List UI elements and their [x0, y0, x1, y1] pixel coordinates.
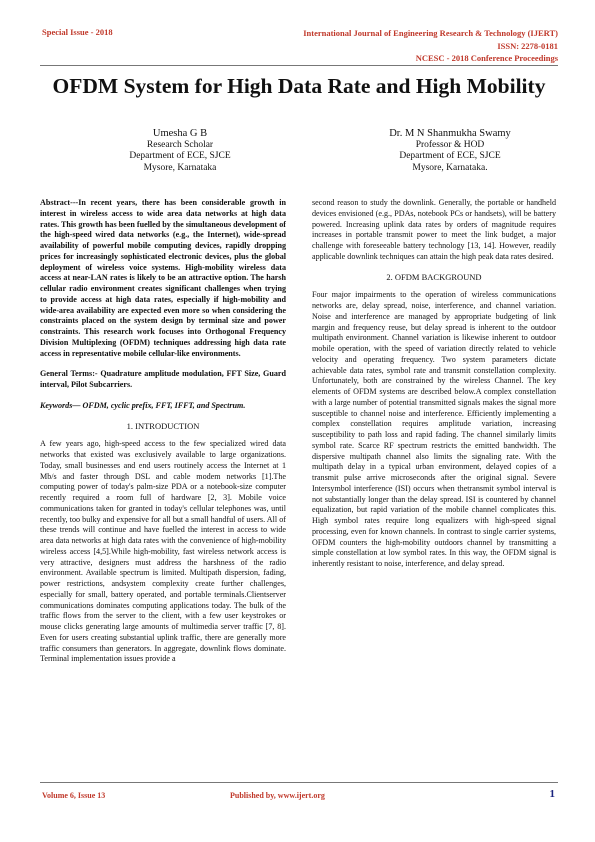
journal-name: International Journal of Engineering Research & Technology (IJERT) — [303, 28, 558, 38]
section-heading-background: 2. OFDM BACKGROUND — [386, 271, 482, 282]
left-column — [40, 198, 286, 665]
abstract: Abstract---In recent years, there has been considerable growth in interest in wireless access to wide area data networks at high data rates. This growth has been fuelled by the simultaneous development of the high-speed wired data networks (e.g., the Internet), wide-spread availability of powerful mobile computing devices, rapidly dropping prices for increasingly sophisticated electronic devices, plus the global deployment of wireless voice systems. High-mobility wireless data access at near-LAN rates is likely to be an attractive option. The harsh cellular radio environment creates significant challenges when trying to provide access at high data rates, especially if high-mobility and wide-area availability are expected even more so when considering the constraints placed on the system design by terminal size and power constraints. This research work focuses into Orthogonal Frequency Division Multiplexing (OFDM) techniques addressing high data rate access in representative mobile cellular-like environments. — [40, 198, 286, 358]
header-divider — [40, 65, 558, 66]
author-block-2 — [350, 128, 550, 174]
author-role: Research Scholar — [146, 139, 214, 150]
author-place: Mysore, Karnataka. — [412, 162, 488, 173]
right-column — [312, 198, 556, 570]
author-role: Professor & HOD — [415, 139, 485, 150]
section-heading-introduction: 1. INTRODUCTION — [126, 420, 200, 431]
author-place: Mysore, Karnataka — [143, 162, 217, 173]
header-special-issue: Special Issue - 2018 — [42, 27, 113, 37]
footer-publisher: Published by, www.ijert.org — [230, 791, 325, 800]
author-block-1 — [80, 128, 280, 174]
footer-volume: Volume 6, Issue 13 — [42, 791, 106, 800]
general-terms: General Terms:- Quadrature amplitude modulation, FFT Size, Guard interval, Pilot Subcarriers. — [40, 369, 286, 389]
journal-issn: ISSN: 2278-0181 — [497, 40, 558, 51]
page-number: 1 — [549, 788, 555, 800]
author-dept: Department of ECE, SJCE — [129, 151, 231, 161]
introduction-continued: second reason to study the downlink. Generally, the portable or handheld devices envisioned (e.g., PDAs, notebook PCs or handsets), will be battery powered. Increasing uplink data rates by orders of magnitude requires increases in portable transmit power to meet the link budget, a major challenge with foreseeable battery technology [13, 14]. However, readily applicable downlink techniques can attain the high peak data rates desired. — [312, 198, 556, 261]
author-name: Dr. M N Shanmukha Swamy — [389, 128, 511, 139]
header-journal-info — [303, 27, 558, 65]
author-dept: Department of ECE, SJCE — [399, 151, 501, 161]
introduction-text: A few years ago, high-speed access to the few specialized wired data networks that existed was exclusively available to large organizations. Today, small businesses and end users routinely access the Internet at 1 Mb/s and faster through DSL and cable modem networks [1].The computing power of today's palm-size PDA or a notebook-size computer recently required a room full of hardware [2, 3]. Mobile voice communications taken for granted in today's cellular telephones was, until recently, too bulky and expensive for all but a small handful of users. All of these trends will continue and have fuelled the interest in access to wide area data networks at high data rates with the convenience of high-mobility wireless access [4,5].While high-mobility, fast wireless network access is very attractive, designers must address the harshness of the radio environment. Available spectrum is limited. Multipath dispersion, fading, power restrictions, andsystem complexity create further challenges, especially for small, battery operated, and portable terminals.Clientserver communications dominates computing applications today. The bulk of the traffic flows from the server to the client, with a few user keystrokes or mouse clicks generating large amounts of multimedia server traffic [7, 8]. Even for users creating substantial uplink traffic, there are generally more traffic consumers than generators. In aggregate, downlink flows dominate. Terminal implementation issues provide a — [40, 439, 286, 664]
author-name: Umesha G B — [152, 128, 208, 139]
footer-divider — [40, 782, 558, 783]
background-text: Four major impairments to the operation of wireless communications networks are, delay spread, noise, interference, and channel variation. Noise and interference are managed by appropriate budgeting of link margin and frequency reuse, but delay spread is inherent to the outdoor multipath environment. Channel variation is likewise inherent to outdoor mobile operation, with the speed of variation directly related to vehicle velocity and operating frequency. Two system parameters dictate achievable data rates, symbol rate and transmit constellation complexity. Unfortunately, both are constrained by the wireless Channel. The key elements of OFDM systems are described below.A complex constellation with a large number of potential transmitted signals makes the signal more susceptible to channel noise and interference. Efficiently implementing a complex constellation requires amplitude variation, increasing susceptibility to path loss and rapid fading. The channel similarly limits symbol rate. Scarce RF spectrum restricts the emitted bandwidth. The dispersive multipath channel also limits the signaling rate. With the multipath delay in a typical urban environment, delayed copies of a transmit pulse arrive microseconds after the original signal. Severe Intersymbol interference (ISI) occurs when thetransmit symbol interval is not substantially longer than the delay spread. ISI is countered by channel equalization, but rapid variation of the mobile channel complicates this. High symbol rates require long equalizers with high-speed signal processing, even for known channels. In contrast to single carrier systems, OFDM counters the high-mobility outdoors channel by transmitting a simple constellation at low symbol rates. In this way, the OFDM signal is inherently resistant to noise, interference, and delay spread. — [312, 290, 556, 568]
keywords: Keywords— OFDM, cyclic prefix, FFT, IFFT, and Spectrum. — [40, 400, 246, 410]
paper-title: OFDM System for High Data Rate and High Mobility — [52, 74, 546, 98]
conference-name: NCESC - 2018 Conference Proceedings — [415, 53, 558, 63]
